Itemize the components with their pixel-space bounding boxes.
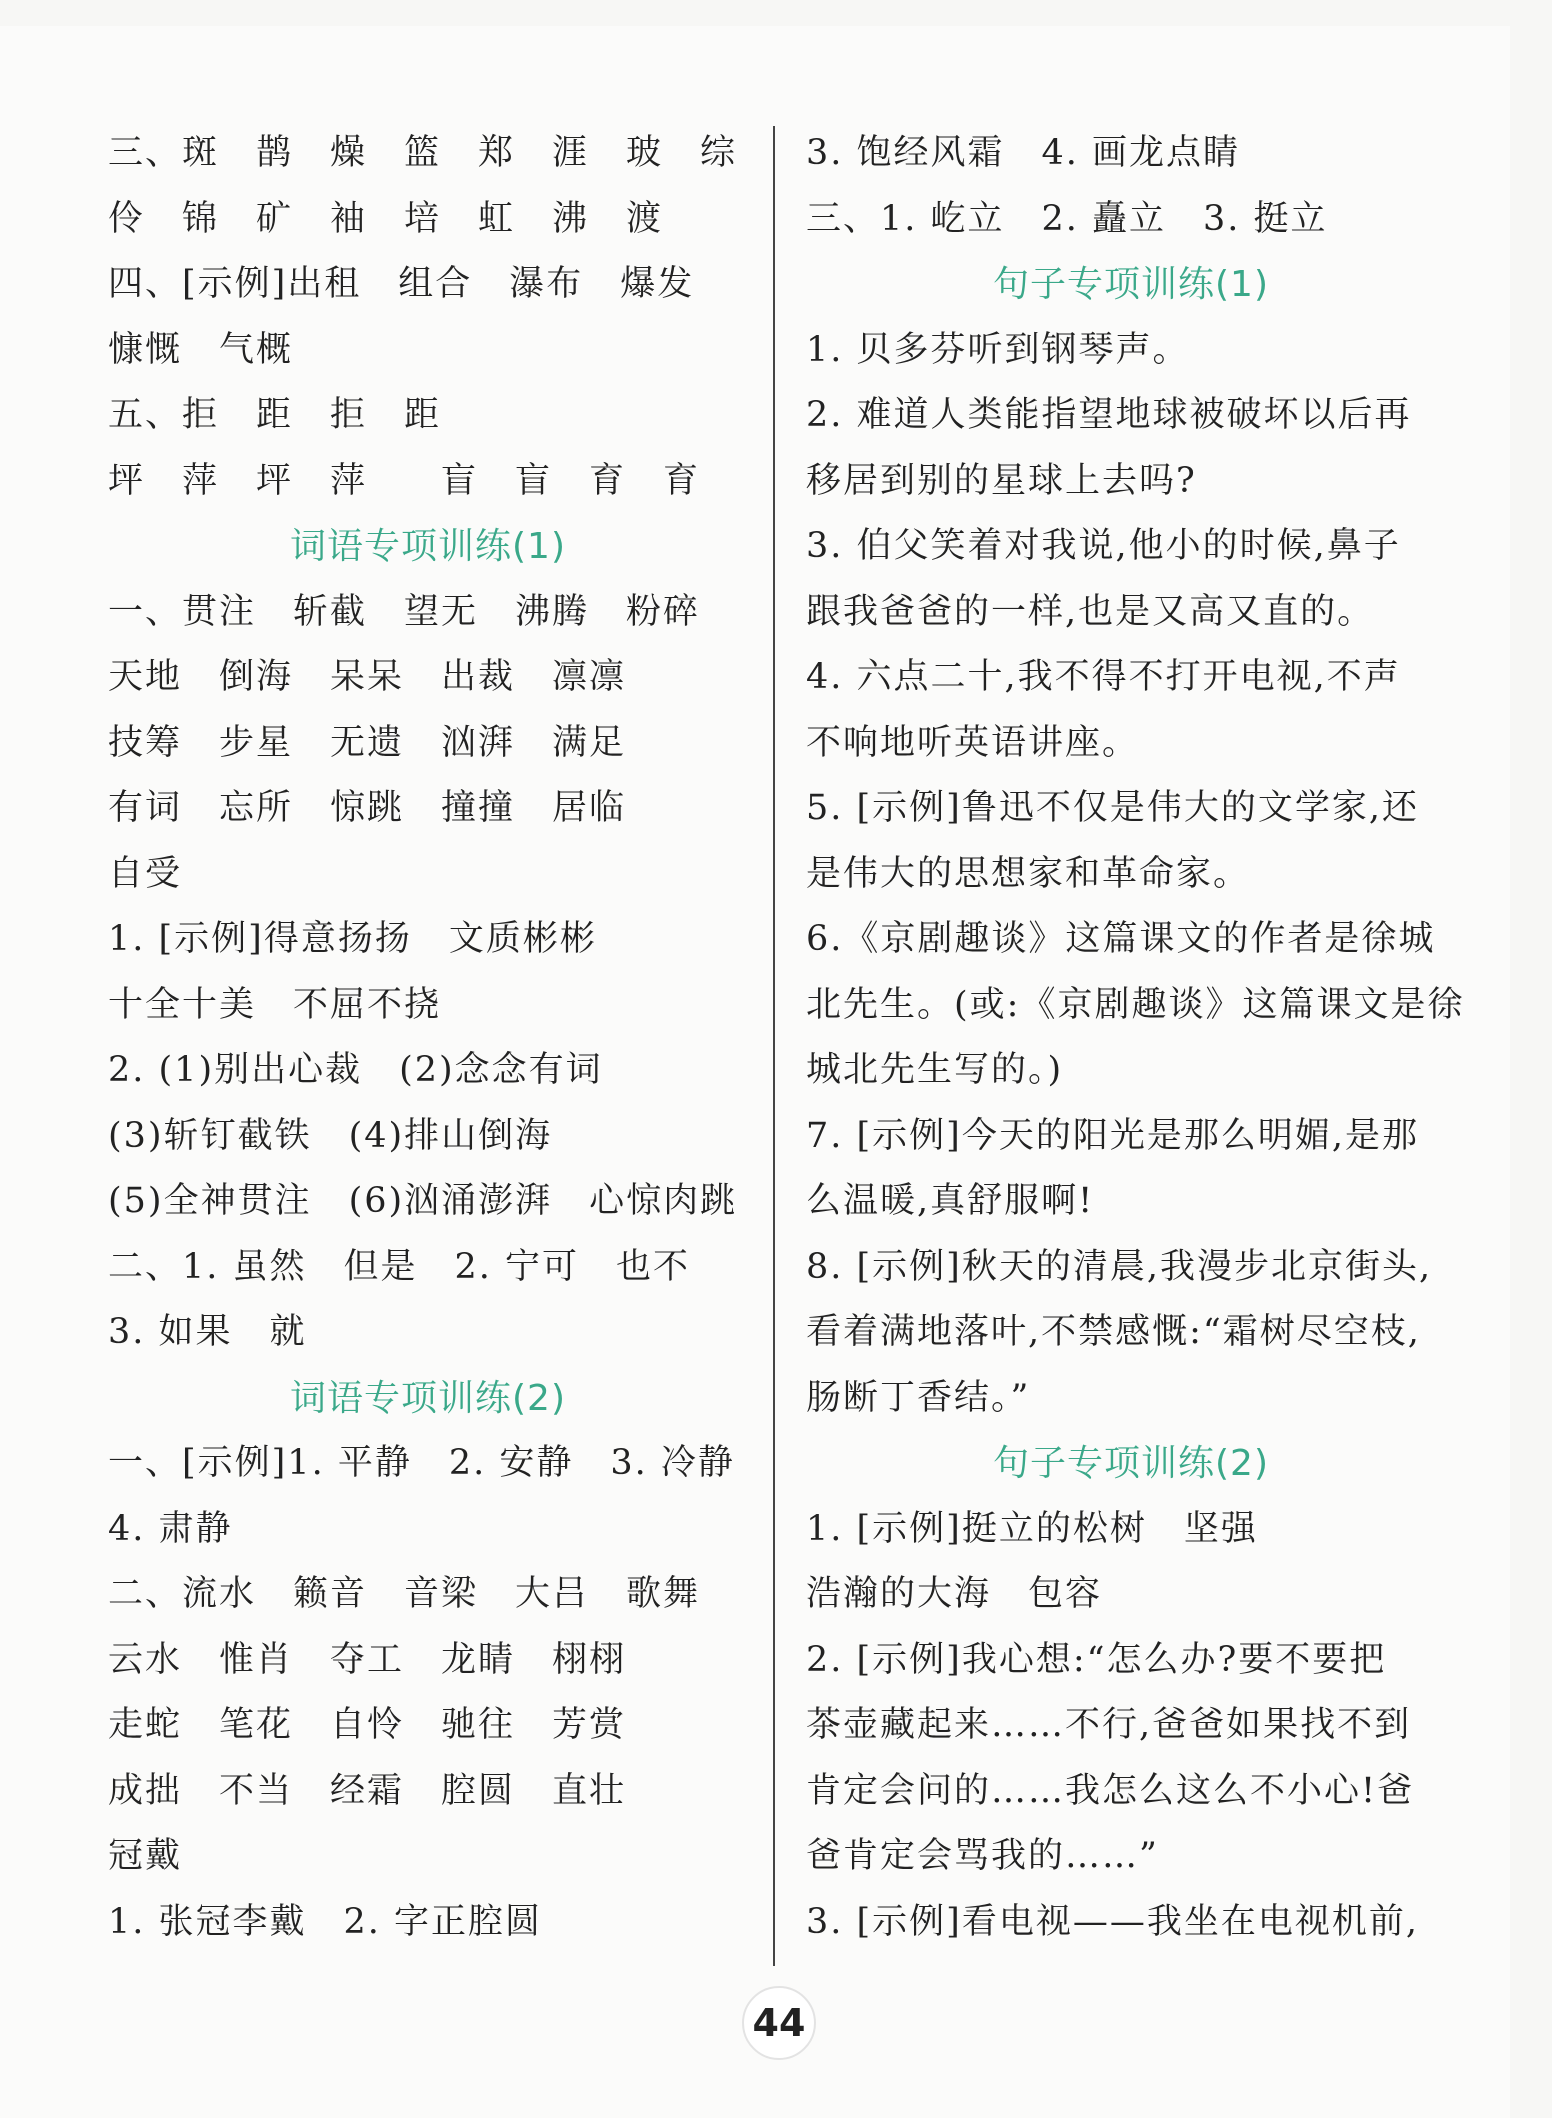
section-heading: 句子专项训练(2) (993, 1443, 1269, 1484)
answer-line: 6.《京剧趣谈》这篇课文的作者是徐城 (806, 919, 1436, 959)
answer-line: 跟我爸爸的一样,也是又高又直的。 (806, 591, 1375, 632)
answer-line: 十全十美 不屈不挠 (108, 984, 442, 1025)
answer-line: 4. 肃静 (108, 1508, 233, 1549)
answer-line: 慷慨 气概 (108, 329, 294, 370)
answer-line: 肠断丁香结。” (806, 1377, 1031, 1418)
answer-line: 三、斑 鹊 燥 篮 郑 涯 玻 综 (108, 133, 738, 173)
answer-line: 8. [示例]秋天的清晨,我漫步北京街头, (806, 1246, 1433, 1287)
section-heading: 词语专项训练(1) (290, 526, 566, 567)
answer-line: 2. 难道人类能指望地球被破坏以后再 (806, 395, 1412, 435)
answer-line: 技筹 步星 无遗 汹湃 满足 (108, 722, 627, 763)
answer-line: 北先生。(或:《京剧趣谈》这篇课文是徐 (806, 984, 1465, 1025)
answer-line: 茶壶藏起来……不行,爸爸如果找不到 (806, 1705, 1412, 1745)
answer-line: 2. (1)别出心裁 (2)念念有词 (108, 1050, 603, 1090)
answer-line: 一、贯注 斩截 望无 沸腾 粉碎 (108, 591, 701, 632)
answer-line: 看着满地落叶,不禁感慨:“霜树尽空枝, (806, 1312, 1421, 1352)
answer-line: 坪 萍 坪 萍 盲 盲 育 育 (108, 460, 701, 501)
answer-line: 走蛇 笔花 自怜 驰往 芳赏 (108, 1705, 627, 1745)
answer-key-page (0, 26, 1510, 2118)
answer-line: 五、拒 距 拒 距 (108, 395, 442, 435)
answer-line: 冠戴 (108, 1836, 183, 1876)
page-number: 44 (742, 1986, 816, 2060)
answer-line: 三、1. 屹立 2. 矗立 3. 挺立 (806, 198, 1328, 239)
answer-line: 1. [示例]挺立的松树 坚强 (806, 1508, 1258, 1549)
answer-line: 移居到别的星球上去吗? (806, 460, 1197, 501)
answer-line: 肯定会问的……我怎么这么不小心!爸 (806, 1770, 1415, 1811)
answer-line: 7. [示例]今天的阳光是那么明媚,是那 (806, 1115, 1419, 1156)
answer-line: 4. 六点二十,我不得不打开电视,不声 (806, 657, 1401, 697)
answer-line: 1. 贝多芬听到钢琴声。 (806, 329, 1190, 370)
answer-line: 自受 (108, 853, 183, 894)
answer-line: 一、[示例]1. 平静 2. 安静 3. 冷静 (108, 1443, 735, 1483)
answer-line: 2. [示例]我心想:“怎么办?要不要把 (806, 1639, 1387, 1680)
answer-line: 3. 饱经风霜 4. 画龙点睛 (806, 133, 1241, 173)
answer-line: 成拙 不当 经霜 腔圆 直壮 (108, 1770, 627, 1811)
answer-line: 么温暖,真舒服啊! (806, 1181, 1095, 1221)
answer-line: 浩瀚的大海 包容 (806, 1574, 1103, 1614)
answer-line: 3. [示例]看电视——我坐在电视机前, (806, 1901, 1419, 1942)
section-heading: 句子专项训练(1) (993, 264, 1269, 305)
answer-line: (5)全神贯注 (6)汹涌澎湃 心惊肉跳 (108, 1181, 738, 1221)
answer-line: 城北先生写的。) (806, 1050, 1064, 1090)
right-column (806, 121, 1465, 1955)
answer-line: 5. [示例]鲁迅不仅是伟大的文学家,还 (806, 788, 1419, 828)
section-heading: 词语专项训练(2) (290, 1377, 566, 1419)
answer-line: (3)斩钉截铁 (4)排山倒海 (108, 1115, 553, 1156)
left-column (108, 121, 748, 1955)
answer-line: 四、[示例]出租 组合 瀑布 爆发 (108, 264, 695, 304)
answer-line: 天地 倒海 呆呆 出裁 凛凛 (108, 657, 627, 697)
answer-line: 伶 锦 矿 袖 培 虹 沸 渡 (108, 198, 664, 239)
answer-line: 1. 张冠李戴 2. 字正腔圆 (108, 1901, 543, 1942)
answer-line: 云水 惟肖 夺工 龙睛 栩栩 (108, 1639, 627, 1680)
answer-line: 不响地听英语讲座。 (806, 722, 1140, 763)
column-divider (773, 126, 775, 1966)
answer-line: 二、1. 虽然 但是 2. 宁可 也不 (108, 1246, 691, 1287)
answer-line: 3. 如果 就 (108, 1312, 307, 1352)
answer-line: 3. 伯父笑着对我说,他小的时候,鼻子 (806, 526, 1401, 566)
answer-line: 爸肯定会骂我的……” (806, 1836, 1159, 1876)
answer-line: 1. [示例]得意扬扬 文质彬彬 (108, 919, 597, 959)
answer-line: 有词 忘所 惊跳 撞撞 居临 (108, 788, 627, 828)
answer-line: 二、流水 籁音 音梁 大吕 歌舞 (108, 1574, 701, 1614)
answer-line: 是伟大的思想家和革命家。 (806, 853, 1251, 894)
